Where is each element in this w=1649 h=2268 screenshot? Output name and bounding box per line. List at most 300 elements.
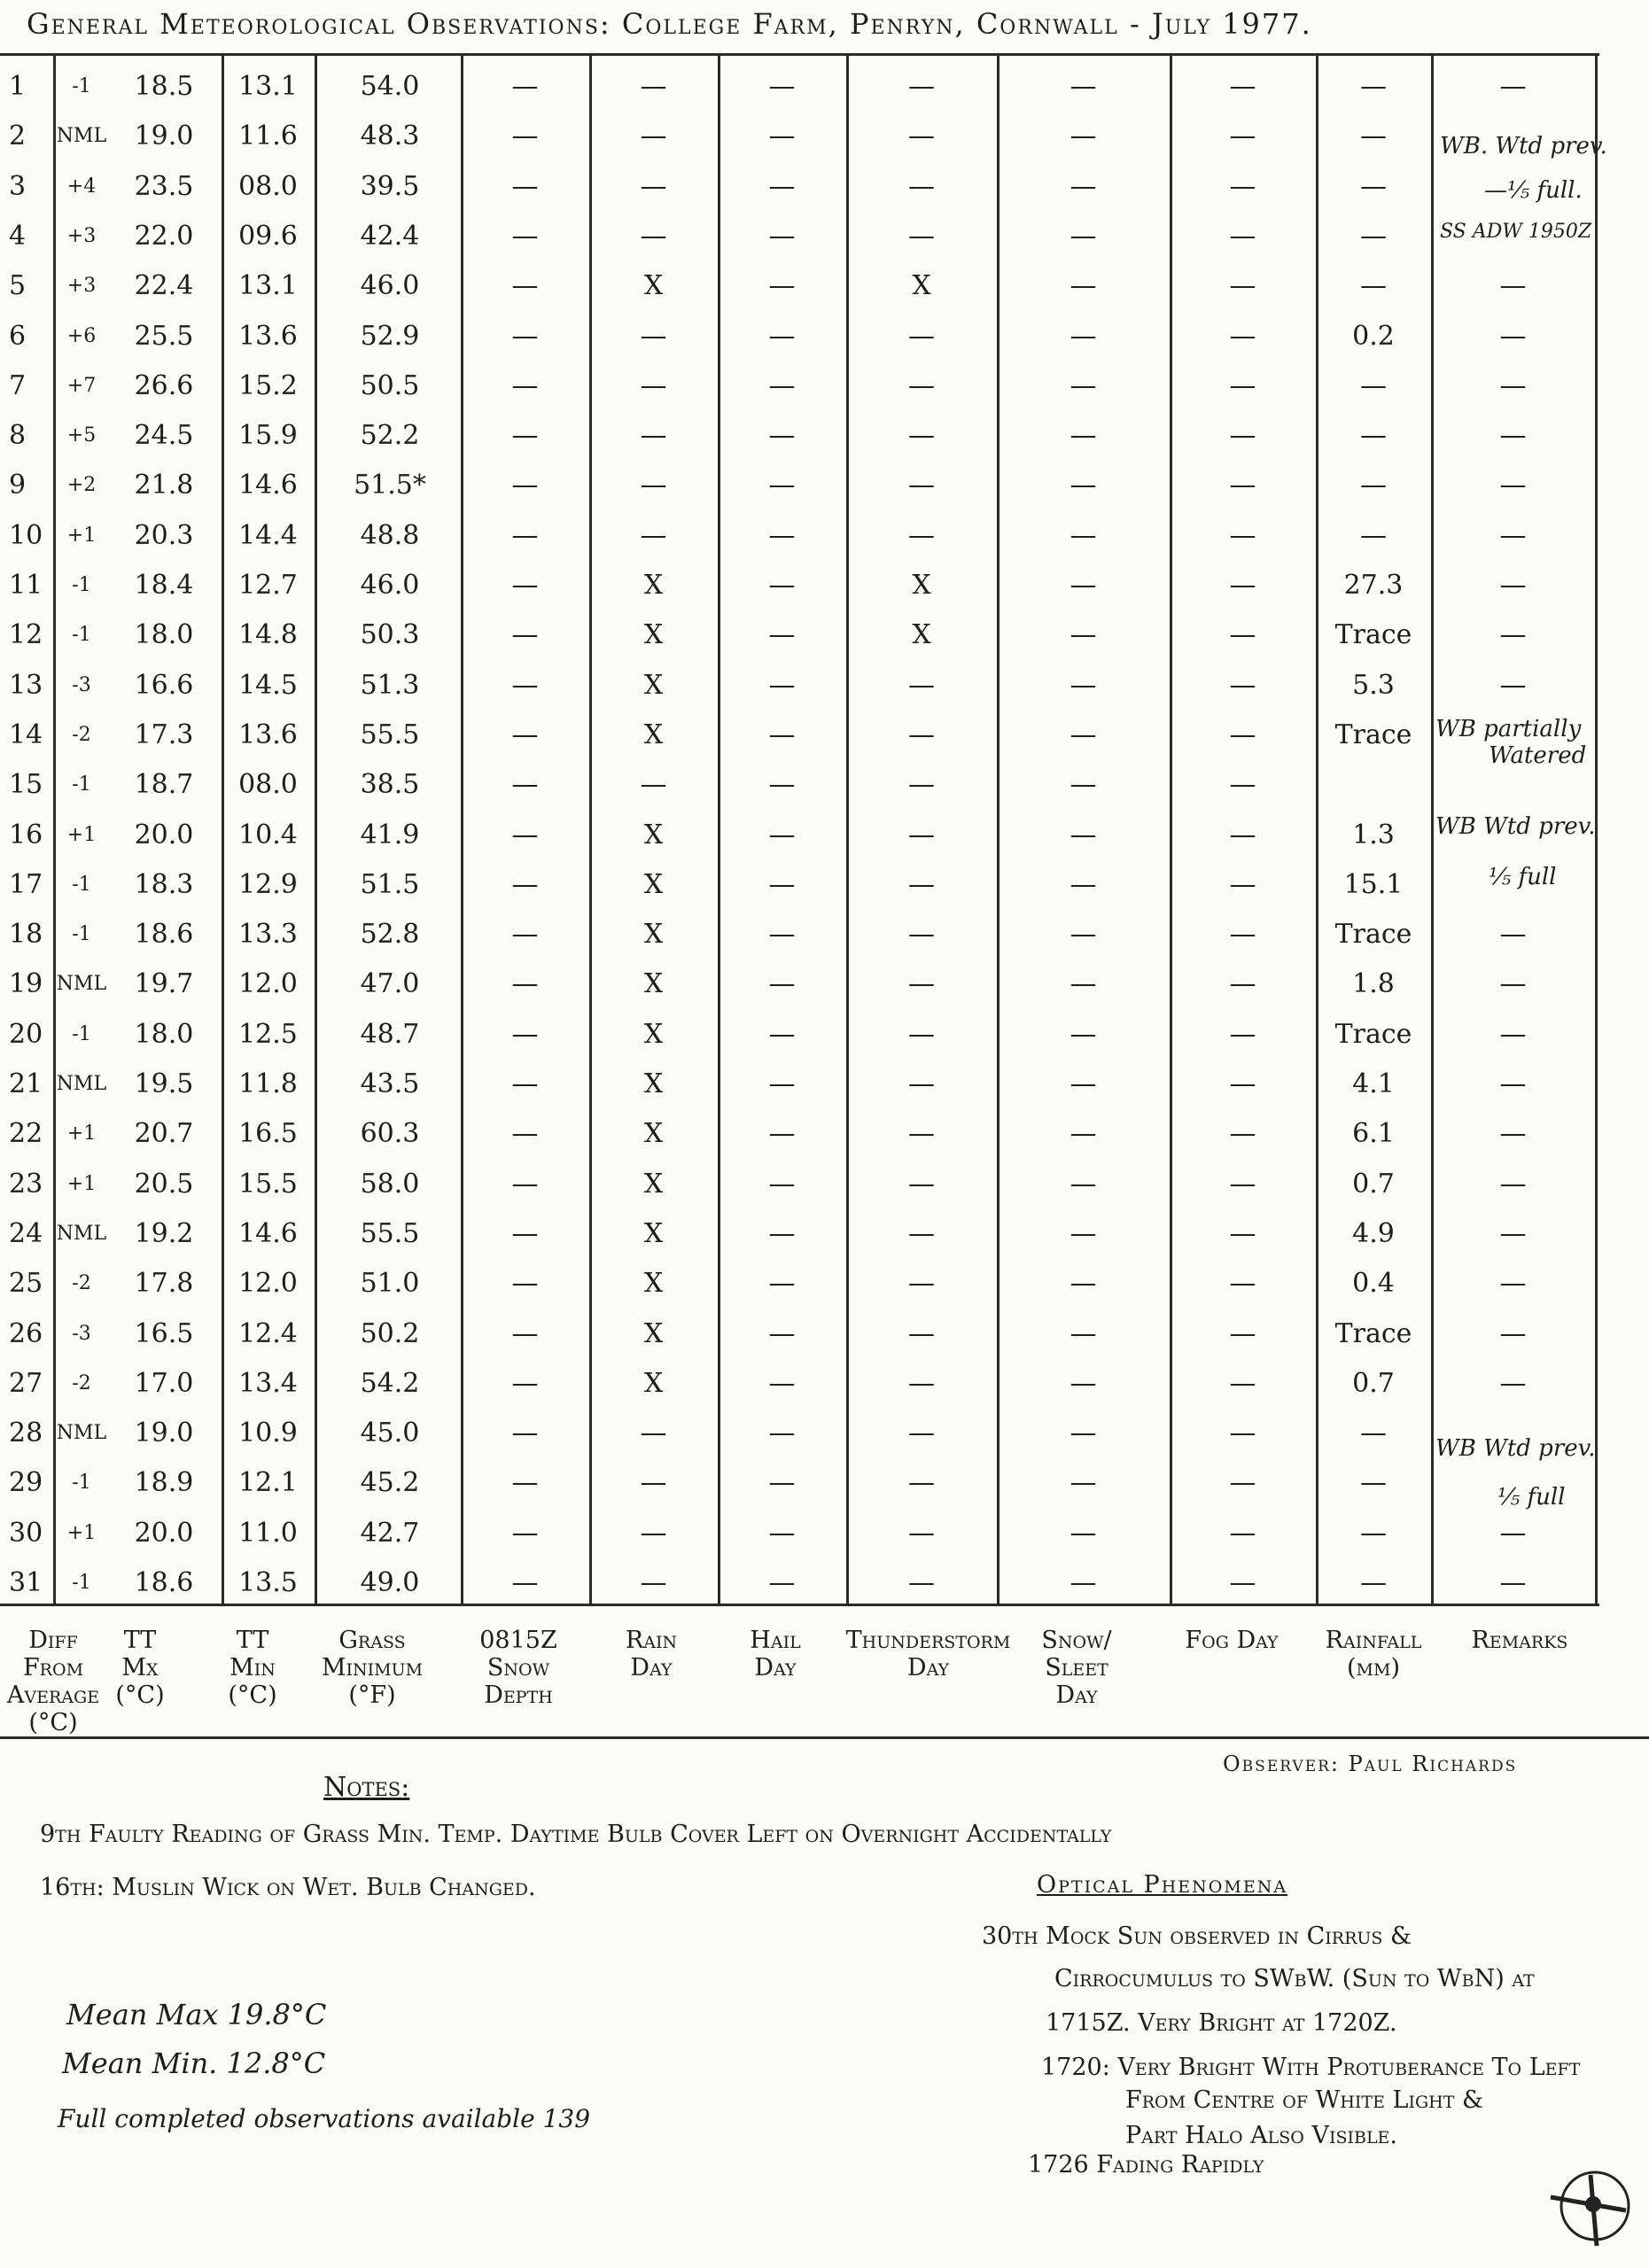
cell-day: 21	[9, 1068, 43, 1099]
cell-snowd: —	[511, 1367, 539, 1399]
cell-snowd: —	[511, 1567, 539, 1598]
cell-mx: 18.9	[134, 1467, 194, 1499]
cell-day: 9	[9, 470, 27, 501]
cell-fog: —	[1229, 170, 1256, 202]
cell-diff: -3	[72, 1322, 91, 1345]
cell-diff: -1	[72, 1472, 91, 1495]
cell-snow: —	[1070, 369, 1097, 401]
cell-hail: —	[768, 420, 796, 452]
cell-snow: —	[1070, 270, 1097, 302]
cell-thunder: —	[908, 1018, 935, 1050]
cell-thunder: —	[908, 669, 935, 701]
cell-grass: 51.0	[360, 1268, 420, 1300]
cell-mn: 11.6	[238, 120, 298, 152]
cell-snowd: —	[511, 1517, 539, 1549]
cell-fog: —	[1229, 369, 1256, 401]
cell-snow: —	[1070, 1317, 1097, 1349]
column-divider	[1170, 53, 1172, 1604]
cell-day: 16	[9, 819, 43, 850]
note-line: 16th: Muslin Wick on Wet. Bulb Changed.	[40, 1874, 536, 1901]
cell-fog: —	[1229, 120, 1256, 152]
column-divider	[846, 53, 849, 1604]
cell-rain: X	[643, 669, 664, 701]
cell-remarks: —	[1499, 1517, 1527, 1549]
cell-grass: 46.0	[360, 270, 420, 302]
cell-diff: NML	[56, 1073, 107, 1095]
cell-day: 31	[9, 1567, 43, 1598]
cell-rain: —	[640, 170, 667, 202]
cell-hail: —	[768, 1418, 796, 1449]
cell-remarks: —	[1499, 1068, 1527, 1099]
cell-rain: X	[643, 1168, 664, 1200]
cell-fog: —	[1229, 570, 1256, 601]
header-bottom-border	[0, 1736, 1649, 1739]
cell-rainfall: —	[1360, 71, 1387, 102]
cell-hail: —	[768, 1217, 796, 1249]
sheet-title: General Meteorological Observations: College Farm, Penryn, Cornwall - July 1977.	[27, 7, 1312, 41]
cell-hail: —	[768, 1367, 796, 1399]
optical-note-line: From Centre of White Light &	[1125, 2086, 1484, 2114]
cell-day: 23	[9, 1168, 43, 1200]
cell-mn: 13.1	[238, 270, 298, 302]
cell-remarks: —	[1499, 1118, 1527, 1150]
cell-fog: —	[1229, 320, 1256, 352]
cell-day: 12	[9, 619, 43, 651]
remark-note: ⅕ full	[1497, 1484, 1566, 1511]
table-top-border	[0, 53, 1599, 56]
cell-thunder: —	[908, 1118, 935, 1150]
cell-mn: 12.4	[238, 1317, 298, 1349]
cell-snowd: —	[511, 120, 539, 152]
cell-fog: —	[1229, 1068, 1256, 1099]
cell-mx: 17.0	[134, 1367, 194, 1399]
cell-day: 2	[9, 120, 27, 152]
cell-hail: —	[768, 120, 796, 152]
cell-fog: —	[1229, 1517, 1256, 1549]
cell-hail: —	[768, 819, 796, 850]
cell-mx: 17.8	[134, 1268, 194, 1300]
cell-rainfall: —	[1360, 420, 1387, 452]
cell-mx: 18.4	[134, 570, 194, 601]
cell-snowd: —	[511, 868, 539, 900]
cell-hail: —	[768, 470, 796, 501]
cell-remarks: —	[1499, 919, 1527, 951]
cell-fog: —	[1229, 619, 1256, 651]
cell-fog: —	[1229, 1567, 1256, 1598]
cell-grass: 54.0	[360, 71, 420, 102]
cell-snowd: —	[511, 470, 539, 501]
cell-mx: 18.0	[134, 1018, 194, 1050]
cell-thunder: —	[908, 470, 935, 501]
cell-mx: 18.6	[134, 919, 194, 951]
cell-rain: —	[640, 470, 667, 501]
cell-rainfall: 1.3	[1352, 819, 1395, 850]
cell-grass: 46.0	[360, 570, 420, 601]
cell-thunder: —	[908, 120, 935, 152]
cell-snowd: —	[511, 669, 539, 701]
cell-hail: —	[768, 669, 796, 701]
cell-grass: 54.2	[360, 1367, 420, 1399]
cell-snow: —	[1070, 170, 1097, 202]
cell-remarks: —	[1499, 1317, 1527, 1349]
cell-rain: —	[640, 71, 667, 102]
cell-thunder: —	[908, 1068, 935, 1099]
cell-diff: -2	[72, 1272, 91, 1295]
cell-fog: —	[1229, 868, 1256, 900]
cell-remarks: —	[1499, 1168, 1527, 1200]
cell-diff: -1	[72, 624, 91, 647]
cell-rainfall: Trace	[1334, 718, 1412, 750]
cell-thunder: —	[908, 1567, 935, 1598]
cell-hail: —	[768, 570, 796, 601]
cell-diff: -1	[72, 574, 91, 596]
cell-mn: 15.5	[238, 1168, 298, 1200]
cell-thunder: —	[908, 1418, 935, 1449]
cell-mx: 19.0	[134, 120, 194, 152]
cell-mx: 17.3	[134, 718, 194, 750]
cell-grass: 48.3	[360, 120, 420, 152]
optical-note-line: 1726 Fading Rapidly	[1028, 2151, 1264, 2179]
cell-mx: 22.4	[134, 270, 194, 302]
cell-day: 5	[9, 270, 27, 302]
cell-grass: 60.3	[360, 1118, 420, 1150]
cell-remarks: —	[1499, 1268, 1527, 1300]
cell-remarks: —	[1499, 71, 1527, 102]
cell-thunder: —	[908, 868, 935, 900]
cell-fog: —	[1229, 1268, 1256, 1300]
cell-rainfall: 4.1	[1352, 1068, 1395, 1099]
cell-rain: —	[640, 1517, 667, 1549]
cell-snowd: —	[511, 1217, 539, 1249]
cell-snowd: —	[511, 718, 539, 750]
cell-diff: +1	[66, 1122, 97, 1146]
cell-mx: 21.8	[134, 470, 194, 501]
cell-diff: -2	[72, 723, 91, 746]
cell-day: 20	[9, 1018, 43, 1050]
cell-day: 7	[9, 369, 27, 401]
cell-snow: —	[1070, 1567, 1097, 1598]
cell-fog: —	[1229, 1217, 1256, 1249]
cell-grass: 58.0	[360, 1168, 420, 1200]
cell-snow: —	[1070, 519, 1097, 551]
cell-thunder: —	[908, 170, 935, 202]
cell-mn: 13.3	[238, 919, 298, 951]
cell-diff: -1	[72, 923, 91, 946]
cell-rainfall: 0.7	[1352, 1168, 1395, 1200]
cell-thunder: —	[908, 1367, 935, 1399]
cell-snow: —	[1070, 769, 1097, 801]
mock-sun-sketch-icon	[1542, 2162, 1630, 2250]
column-divider	[461, 53, 463, 1604]
cell-diff: +7	[66, 374, 97, 397]
cell-mx: 19.2	[134, 1217, 194, 1249]
cell-mx: 18.6	[134, 1567, 194, 1598]
cell-snowd: —	[511, 369, 539, 401]
cell-snow: —	[1070, 1168, 1097, 1200]
cell-thunder: —	[908, 1268, 935, 1300]
cell-mx: 18.3	[134, 868, 194, 900]
column-divider	[1316, 53, 1318, 1604]
cell-mn: 14.8	[238, 619, 298, 651]
cell-diff: -1	[72, 1022, 91, 1045]
note-line: 9th Faulty Reading of Grass Min. Temp. Daytime Bulb Cover Left on Overnight Accidentally	[40, 1821, 1112, 1848]
cell-rainfall: 0.2	[1352, 320, 1395, 352]
cell-fog: —	[1229, 1118, 1256, 1150]
cell-day: 13	[9, 669, 43, 701]
cell-day: 17	[9, 868, 43, 900]
cell-remarks: —	[1499, 1567, 1527, 1598]
cell-hail: —	[768, 1168, 796, 1200]
cell-fog: —	[1229, 1317, 1256, 1349]
notes-title: Notes:	[323, 1772, 410, 1803]
header-thunderstorm-day: Thunderstorm Day	[845, 1627, 1011, 1682]
cell-mn: 14.5	[238, 669, 298, 701]
cell-day: 6	[9, 320, 27, 352]
remark-note: WB Wtd prev.	[1435, 1435, 1596, 1462]
cell-grass: 45.0	[360, 1418, 420, 1449]
cell-snowd: —	[511, 1418, 539, 1449]
cell-day: 25	[9, 1268, 43, 1300]
cell-fog: —	[1229, 769, 1256, 801]
cell-rain: X	[643, 919, 664, 951]
cell-hail: —	[768, 1317, 796, 1349]
cell-hail: —	[768, 919, 796, 951]
cell-snow: —	[1070, 220, 1097, 252]
cell-day: 30	[9, 1517, 43, 1549]
cell-day: 29	[9, 1467, 43, 1499]
cell-snowd: —	[511, 1268, 539, 1300]
cell-mn: 09.6	[238, 220, 298, 252]
cell-diff: +6	[66, 324, 97, 347]
header-fog-day: Fog Day	[1185, 1627, 1279, 1654]
cell-thunder: —	[908, 1168, 935, 1200]
cell-hail: —	[768, 619, 796, 651]
cell-fog: —	[1229, 1467, 1256, 1499]
cell-mx: 19.0	[134, 1418, 194, 1449]
cell-snowd: —	[511, 1118, 539, 1150]
cell-grass: 39.5	[360, 170, 420, 202]
cell-grass: 55.5	[360, 1217, 420, 1249]
cell-grass: 48.8	[360, 519, 420, 551]
optical-note-line: 1715Z. Very Bright at 1720Z.	[1046, 2009, 1397, 2037]
cell-mn: 12.9	[238, 868, 298, 900]
cell-mx: 19.5	[134, 1068, 194, 1099]
cell-diff: +1	[66, 823, 97, 846]
cell-hail: —	[768, 769, 796, 801]
cell-mx: 25.5	[134, 320, 194, 352]
cell-thunder: —	[908, 718, 935, 750]
cell-fog: —	[1229, 819, 1256, 850]
cell-diff: +3	[66, 275, 97, 298]
full-observations-count: Full completed observations available 139	[58, 2104, 591, 2133]
cell-snow: —	[1070, 1018, 1097, 1050]
cell-grass: 48.7	[360, 1018, 420, 1050]
cell-grass: 38.5	[360, 769, 420, 801]
cell-mn: 13.1	[238, 71, 298, 102]
cell-rainfall: 4.9	[1352, 1217, 1395, 1249]
cell-mn: 13.4	[238, 1367, 298, 1399]
cell-grass: 52.2	[360, 420, 420, 452]
cell-mn: 14.6	[238, 470, 298, 501]
mean-max: Mean Max 19.8°C	[66, 1998, 327, 2031]
cell-hail: —	[768, 1467, 796, 1499]
cell-snow: —	[1070, 619, 1097, 651]
cell-mn: 08.0	[238, 769, 298, 801]
optical-phenomena-title: Optical Phenomena	[1037, 1871, 1288, 1899]
cell-hail: —	[768, 1517, 796, 1549]
cell-thunder: —	[908, 919, 935, 951]
cell-hail: —	[768, 1018, 796, 1050]
cell-snowd: —	[511, 270, 539, 302]
cell-snowd: —	[511, 1018, 539, 1050]
cell-snow: —	[1070, 1367, 1097, 1399]
cell-diff: +1	[66, 1172, 97, 1195]
cell-remarks: —	[1499, 1217, 1527, 1249]
cell-diff: +1	[66, 1521, 97, 1544]
cell-rainfall: 1.8	[1352, 968, 1395, 1000]
cell-diff: +5	[66, 424, 97, 447]
cell-fog: —	[1229, 968, 1256, 1000]
cell-rain: X	[643, 1018, 664, 1050]
column-divider	[315, 53, 317, 1604]
cell-day: 8	[9, 420, 27, 452]
cell-day: 3	[9, 170, 27, 202]
cell-grass: 52.9	[360, 320, 420, 352]
cell-day: 1	[9, 71, 27, 102]
cell-rainfall: 6.1	[1352, 1118, 1395, 1150]
cell-hail: —	[768, 71, 796, 102]
cell-rain: X	[643, 570, 664, 601]
cell-mn: 12.7	[238, 570, 298, 601]
cell-diff: +3	[66, 224, 97, 247]
cell-hail: —	[768, 220, 796, 252]
cell-snowd: —	[511, 1168, 539, 1200]
cell-day: 4	[9, 220, 27, 252]
cell-thunder: —	[908, 968, 935, 1000]
cell-rainfall: —	[1360, 369, 1387, 401]
cell-rainfall: —	[1360, 170, 1387, 202]
cell-mx: 20.3	[134, 519, 194, 551]
cell-hail: —	[768, 1068, 796, 1099]
cell-grass: 51.5	[360, 868, 420, 900]
cell-mn: 12.1	[238, 1467, 298, 1499]
cell-snowd: —	[511, 769, 539, 801]
cell-day: 19	[9, 968, 43, 1000]
cell-rain: —	[640, 320, 667, 352]
cell-grass: 50.5	[360, 369, 420, 401]
cell-mn: 14.6	[238, 1217, 298, 1249]
column-divider	[1431, 53, 1434, 1604]
cell-snowd: —	[511, 170, 539, 202]
cell-rain: —	[640, 1567, 667, 1598]
cell-day: 10	[9, 519, 43, 551]
cell-snow: —	[1070, 968, 1097, 1000]
remark-note: WB. Wtd prev.	[1440, 133, 1607, 159]
cell-snow: —	[1070, 420, 1097, 452]
cell-snow: —	[1070, 320, 1097, 352]
cell-rain: X	[643, 1068, 664, 1099]
remark-note: WB partially	[1435, 716, 1582, 742]
cell-snowd: —	[511, 968, 539, 1000]
cell-snowd: —	[511, 220, 539, 252]
cell-hail: —	[768, 369, 796, 401]
cell-snow: —	[1070, 120, 1097, 152]
cell-diff: -1	[72, 873, 91, 896]
cell-rain: X	[643, 868, 664, 900]
cell-mn: 13.6	[238, 320, 298, 352]
cell-remarks: —	[1499, 470, 1527, 501]
cell-rain: X	[643, 1118, 664, 1150]
cell-snowd: —	[511, 619, 539, 651]
cell-remarks: —	[1499, 420, 1527, 452]
remark-note: ⅕ full	[1489, 864, 1557, 890]
cell-day: 22	[9, 1118, 43, 1150]
cell-hail: —	[768, 519, 796, 551]
cell-fog: —	[1229, 669, 1256, 701]
observer-name: Observer: Paul Richards	[1223, 1751, 1518, 1776]
cell-rain: —	[640, 369, 667, 401]
cell-diff: -3	[72, 673, 91, 696]
cell-day: 15	[9, 769, 43, 801]
cell-mn: 15.2	[238, 369, 298, 401]
cell-grass: 55.5	[360, 718, 420, 750]
cell-snowd: —	[511, 519, 539, 551]
cell-thunder: —	[908, 420, 935, 452]
cell-snow: —	[1070, 1418, 1097, 1449]
cell-fog: —	[1229, 220, 1256, 252]
cell-rainfall: —	[1360, 270, 1387, 302]
cell-remarks: —	[1499, 320, 1527, 352]
cell-mx: 19.7	[134, 968, 194, 1000]
cell-grass: 50.2	[360, 1317, 420, 1349]
header-grass-min: Grass Minimum (°F)	[321, 1627, 424, 1709]
cell-rainfall: 0.4	[1352, 1268, 1395, 1300]
cell-snowd: —	[511, 1317, 539, 1349]
column-divider	[997, 53, 1000, 1604]
cell-hail: —	[768, 968, 796, 1000]
cell-grass: 47.0	[360, 968, 420, 1000]
cell-day: 24	[9, 1217, 43, 1249]
cell-remarks: —	[1499, 570, 1527, 601]
cell-diff: -1	[72, 1572, 91, 1594]
cell-grass: 43.5	[360, 1068, 420, 1099]
cell-rainfall: Trace	[1334, 919, 1412, 951]
cell-remarks: —	[1499, 669, 1527, 701]
cell-thunder: —	[908, 71, 935, 102]
cell-rainfall: —	[1360, 1418, 1387, 1449]
cell-rainfall: Trace	[1334, 1018, 1412, 1050]
header-min: TT Min (°C)	[228, 1627, 277, 1709]
cell-thunder: —	[908, 320, 935, 352]
cell-mn: 12.5	[238, 1018, 298, 1050]
cell-snow: —	[1070, 1118, 1097, 1150]
cell-remarks: —	[1499, 369, 1527, 401]
cell-rainfall: —	[1360, 519, 1387, 551]
cell-day: 26	[9, 1317, 43, 1349]
cell-day: 27	[9, 1367, 43, 1399]
cell-day: 28	[9, 1418, 43, 1449]
cell-rainfall: —	[1360, 470, 1387, 501]
cell-mn: 12.0	[238, 1268, 298, 1300]
cell-rain: X	[643, 718, 664, 750]
cell-diff: -1	[72, 75, 91, 97]
cell-rain: —	[640, 1467, 667, 1499]
cell-thunder: X	[912, 270, 931, 302]
header-rain-day: Rain Day	[625, 1627, 678, 1682]
cell-fog: —	[1229, 519, 1256, 551]
header-snow-sleet-day: Snow/ Sleet Day	[1041, 1627, 1112, 1709]
cell-fog: —	[1229, 1018, 1256, 1050]
